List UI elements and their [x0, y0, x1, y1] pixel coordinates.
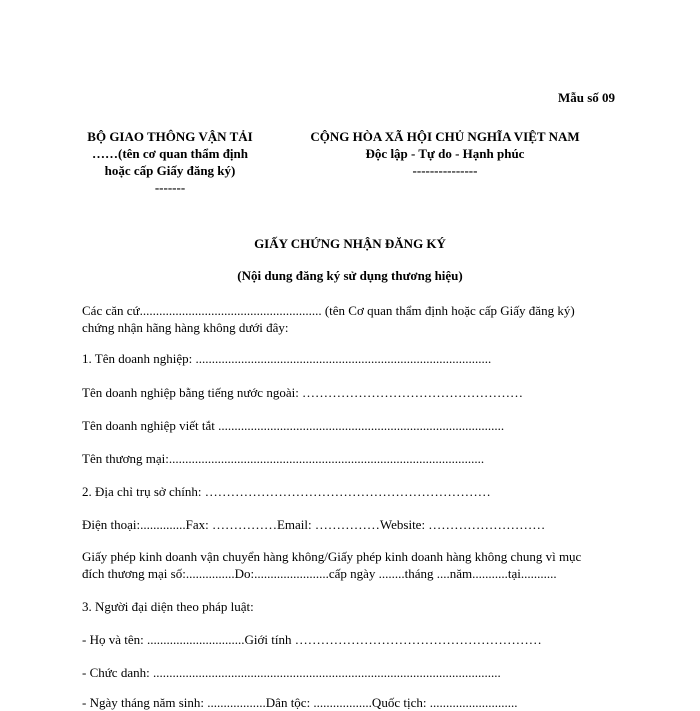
- field-trade-name: Tên thương mại:.................................................................................................: [82, 451, 485, 466]
- field-enterprise-name: 1. Tên doanh nghiệp: ...........................................................................................: [82, 351, 492, 366]
- form-number: Mẫu số 09: [558, 90, 616, 105]
- field-full-name-gender: - Họ và tên: ..............................Giới tính …………………………………………………: [82, 632, 542, 647]
- document-title: GIẤY CHỨNG NHẬN ĐĂNG KÝ: [254, 236, 446, 251]
- field-license-line-2: đích thương mại số:...............Do:.......................cấp ngày ........tháng ....năm...........tại...........: [82, 566, 557, 581]
- header-right-divider: ---------------: [412, 163, 478, 178]
- header-right: [290, 128, 600, 179]
- country-name: CỘNG HÒA XÃ HỘI CHỦ NGHĨA VIỆT NAM: [310, 129, 580, 144]
- header-left: [75, 128, 265, 196]
- field-head-office-address: 2. Địa chỉ trụ sở chính: …………………………………………………………: [82, 484, 491, 499]
- intro-line-1: Các căn cứ........................................................ (tên Cơ quan thẩm định hoặc cấp Giấy đăng ký): [82, 303, 575, 318]
- field-abbreviated-name: Tên doanh nghiệp viết tắt ........................................................................................: [82, 418, 505, 433]
- ministry-name: BỘ GIAO THÔNG VẬN TẢI: [87, 129, 253, 144]
- agency-line-1: ……(tên cơ quan thẩm định: [91, 146, 248, 161]
- field-contact-info: Điện thoại:..............Fax: ……………Email: ……………Website: ………………………: [82, 517, 546, 532]
- field-legal-representative: 3. Người đại diện theo pháp luật:: [82, 599, 254, 614]
- agency-line-2: hoặc cấp Giấy đăng ký): [104, 163, 236, 178]
- header-left-divider: -------: [154, 180, 186, 195]
- field-position: - Chức danh: ...........................................................................................................: [82, 665, 501, 680]
- field-foreign-name: Tên doanh nghiệp bằng tiếng nước ngoài: ……………………………………………: [82, 385, 524, 400]
- field-license-line-1: Giấy phép kinh doanh vận chuyển hàng không/Giấy phép kinh doanh hàng không chung vì mục: [82, 549, 582, 564]
- intro-line-2: chứng nhận hãng hàng không dưới đây:: [82, 320, 289, 335]
- field-birth-ethnicity-nationality: - Ngày tháng năm sinh: ..................Dân tộc: ..................Quốc tịch: ...........................: [82, 695, 518, 710]
- document-subtitle: (Nội dung đăng ký sử dụng thương hiệu): [237, 268, 463, 283]
- motto: Độc lập - Tự do - Hạnh phúc: [365, 146, 525, 161]
